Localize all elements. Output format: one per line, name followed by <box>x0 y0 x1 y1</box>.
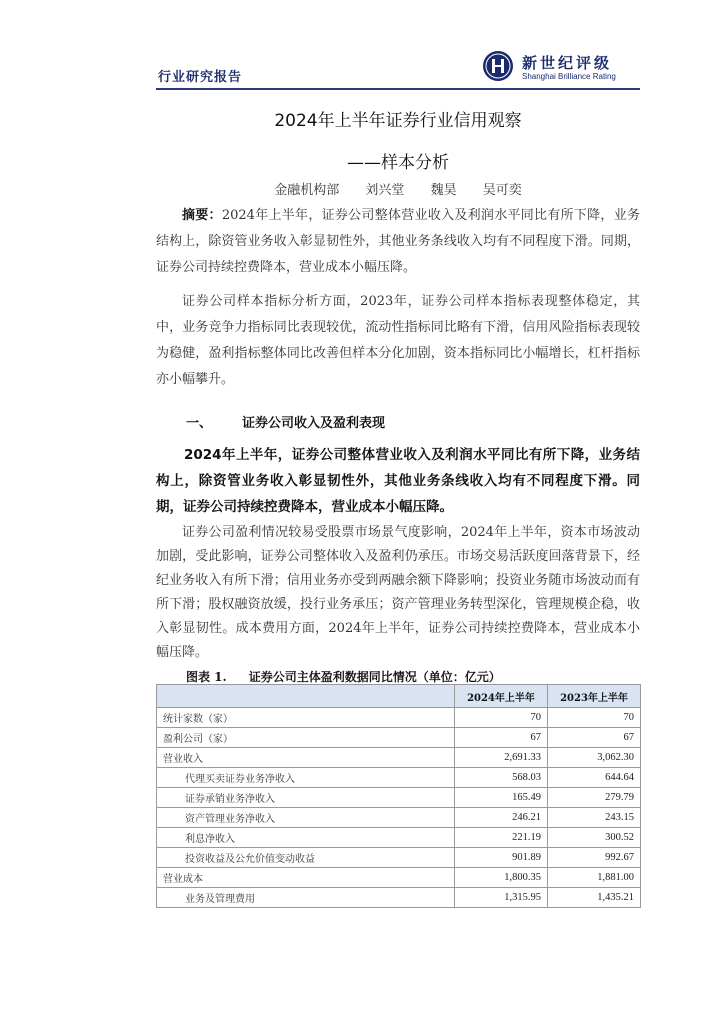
value-2024: 1,315.95 <box>455 888 548 908</box>
table-row <box>157 868 641 888</box>
brand-logo <box>482 50 642 86</box>
row-label: 统计家数（家） <box>157 708 455 728</box>
abstract-paragraph-2: 证券公司样本指标分析方面，2023年，证券公司样本指标表现整体稳定，其中，业务竞争力指标同比表现较优，流动性指标同比略有下滑，信用风险指标表现较为稳健，盈利指标整体同比改善但样本分化加剧，资本指标同比小幅增长，杠杆指标亦小幅攀升。 <box>156 294 640 387</box>
value-2023: 1,435.21 <box>548 888 641 908</box>
value-2024: 901.89 <box>455 848 548 868</box>
row-label: 营业收入 <box>157 748 455 768</box>
table-row <box>157 828 641 848</box>
value-2024: 1,800.35 <box>455 868 548 888</box>
abstract-label: 摘要： <box>182 208 222 223</box>
value-2024: 67 <box>455 728 548 748</box>
author-name: 刘兴堂 <box>365 183 405 198</box>
logo-chinese-name: 新世纪评级 <box>522 54 613 72</box>
value-2023: 1,881.00 <box>548 868 641 888</box>
value-2023: 992.67 <box>548 848 641 868</box>
row-label: 利息净收入 <box>157 828 455 848</box>
value-2023: 243.15 <box>548 808 641 828</box>
value-2023: 3,062.30 <box>548 748 641 768</box>
row-label: 营业成本 <box>157 868 455 888</box>
logo-english-name: Shanghai Brilliance Rating <box>522 72 616 81</box>
row-label: 证券承销业务净收入 <box>157 788 455 808</box>
table-header-2023: 2023年上半年 <box>548 685 641 708</box>
section-body-paragraph: 证券公司盈利情况较易受股票市场景气度影响，2024年上半年，资本市场波动加剧，受此影响，证券公司整体收入及盈利仍承压。市场交易活跃度回落背景下，经纪业务收入有所下滑；信用业务亦受到两融余额下降影响；投资业务随市场波动而有所下滑；股权融资放缓，投行业务承压；资产管理业务转型深化，管理规模企稳，收入彰显韧性。成本费用方面，2024年上半年，证券公司持续控费降本，营业成本小幅压降。 <box>156 525 640 660</box>
table-row <box>157 768 641 788</box>
header-divider <box>156 88 640 90</box>
figure-title: 证券公司主体盈利数据同比情况（单位：亿元） <box>248 670 501 684</box>
table-header-2024: 2024年上半年 <box>455 685 548 708</box>
abstract-text: 2024年上半年，证券公司整体营业收入及利润水平同比有所下降，业务结构上，除资管业务收入彰显韧性外，其他业务条线收入均有不同程度下滑。同期，证券公司持续控费降本，营业成本小幅压降。 <box>156 208 640 275</box>
row-label: 盈利公司（家） <box>157 728 455 748</box>
logo-emblem-icon <box>482 50 514 82</box>
value-2024: 221.19 <box>455 828 548 848</box>
section-title: 证券公司收入及盈利表现 <box>242 416 386 431</box>
authors-line <box>156 179 640 198</box>
section-heading <box>186 412 385 431</box>
section-number: 一、 <box>186 416 213 431</box>
figure-caption <box>186 668 501 685</box>
table-header-blank <box>157 685 455 708</box>
author-name: 魏昊 <box>430 183 457 198</box>
table-row <box>157 728 641 748</box>
value-2024: 568.03 <box>455 768 548 788</box>
author-name: 吴可奕 <box>482 183 522 198</box>
row-label: 代理买卖证券业务净收入 <box>157 768 455 788</box>
report-title: 2024年上半年证券行业信用观察 <box>274 111 522 131</box>
table-row <box>157 848 641 868</box>
table-row <box>157 888 641 908</box>
value-2023: 67 <box>548 728 641 748</box>
value-2024: 2,691.33 <box>455 748 548 768</box>
row-label: 资产管理业务净收入 <box>157 808 455 828</box>
row-label: 投资收益及公允价值变动收益 <box>157 848 455 868</box>
value-2023: 300.52 <box>548 828 641 848</box>
profit-data-table <box>156 684 640 908</box>
figure-number: 图表 1. <box>186 670 227 684</box>
table-row <box>157 708 641 728</box>
value-2024: 246.21 <box>455 808 548 828</box>
abstract-paragraph <box>156 203 640 281</box>
report-category-label: 行业研究报告 <box>158 70 243 85</box>
table-row <box>157 808 641 828</box>
value-2024: 165.49 <box>455 788 548 808</box>
author-department: 金融机构部 <box>274 183 340 198</box>
report-subtitle: ——样本分析 <box>347 153 449 173</box>
section-summary-bold: 2024年上半年，证券公司整体营业收入及利润水平同比有所下降，业务结构上，除资管业务收入彰显韧性外，其他业务条线收入均有不同程度下滑。同期，证券公司持续控费降本，营业成本小幅压降。 <box>156 447 640 515</box>
table-row <box>157 788 641 808</box>
value-2024: 70 <box>455 708 548 728</box>
value-2023: 70 <box>548 708 641 728</box>
value-2023: 644.64 <box>548 768 641 788</box>
table-row <box>157 748 641 768</box>
row-label: 业务及管理费用 <box>157 888 455 908</box>
value-2023: 279.79 <box>548 788 641 808</box>
table-header-row <box>157 685 641 708</box>
